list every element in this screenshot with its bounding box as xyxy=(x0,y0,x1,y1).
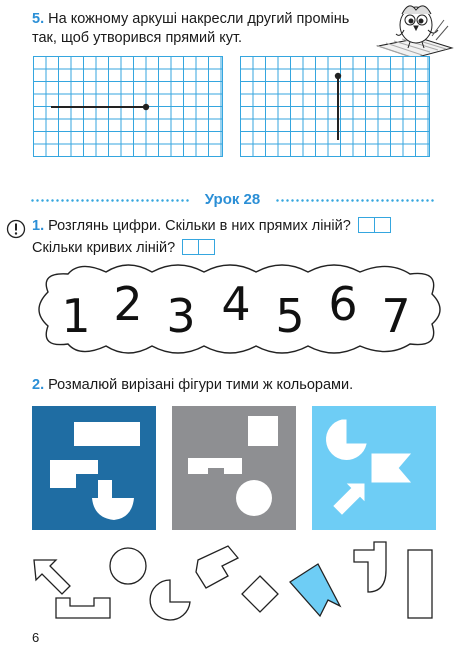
answer-box-curved[interactable] xyxy=(182,239,214,261)
task-5-line1: На кожному аркуші накресли другий промінь xyxy=(48,11,350,27)
grid-sheet-right[interactable] xyxy=(240,56,430,157)
task-1-line2: Скільки кривих ліній? xyxy=(32,240,176,256)
task-5-text xyxy=(32,10,377,48)
owl-mascot-icon xyxy=(374,0,456,58)
page-number: 6 xyxy=(32,630,40,645)
ray-vertical xyxy=(240,56,429,156)
digit-5: 5 xyxy=(275,289,305,343)
task-2-line1: Розмалюй вирізані фігури тими ж кольорами. xyxy=(48,377,354,393)
panel-light-blue xyxy=(312,406,436,530)
dotted-divider-right xyxy=(275,199,435,202)
ray-horizontal xyxy=(33,56,222,156)
quarter-cut-circle-shape[interactable] xyxy=(150,580,190,620)
task-5-number: 5. xyxy=(32,11,45,27)
rectangle-shape[interactable] xyxy=(408,550,432,618)
hook-shape[interactable] xyxy=(354,542,386,592)
shapes-to-color xyxy=(28,536,448,626)
arrow-shape[interactable] xyxy=(34,560,70,594)
digit-4: 4 xyxy=(221,277,251,331)
task-1-number: 1. xyxy=(32,218,45,234)
task-5-line2: так, щоб утворився прямий кут. xyxy=(32,30,243,46)
panel-dark-blue xyxy=(32,406,156,530)
panel-gray xyxy=(172,406,296,530)
digits-cloud xyxy=(28,262,448,358)
task-2-number: 2. xyxy=(32,377,45,393)
grid-sheet-left[interactable] xyxy=(33,56,223,157)
diamond-shape[interactable] xyxy=(242,576,278,612)
digit-2: 2 xyxy=(113,277,143,331)
notched-bar-shape[interactable] xyxy=(56,598,110,618)
digit-6: 6 xyxy=(328,277,358,331)
exclamation-circle-icon xyxy=(6,219,26,239)
lesson-header xyxy=(30,190,435,210)
digit-7: 7 xyxy=(381,289,411,343)
answer-box-straight[interactable] xyxy=(358,217,390,239)
step-shape[interactable] xyxy=(196,546,238,588)
task-2-text xyxy=(32,376,452,395)
circle-shape[interactable] xyxy=(110,548,146,584)
digit-1: 1 xyxy=(61,289,91,343)
blue-flag-shape[interactable] xyxy=(290,564,340,616)
task-1-line1: Розглянь цифри. Скільки в них прямих ліній? xyxy=(48,218,351,234)
digit-3: 3 xyxy=(166,289,196,343)
task-1-text xyxy=(32,217,452,261)
lesson-title: Урок 28 xyxy=(204,191,261,208)
